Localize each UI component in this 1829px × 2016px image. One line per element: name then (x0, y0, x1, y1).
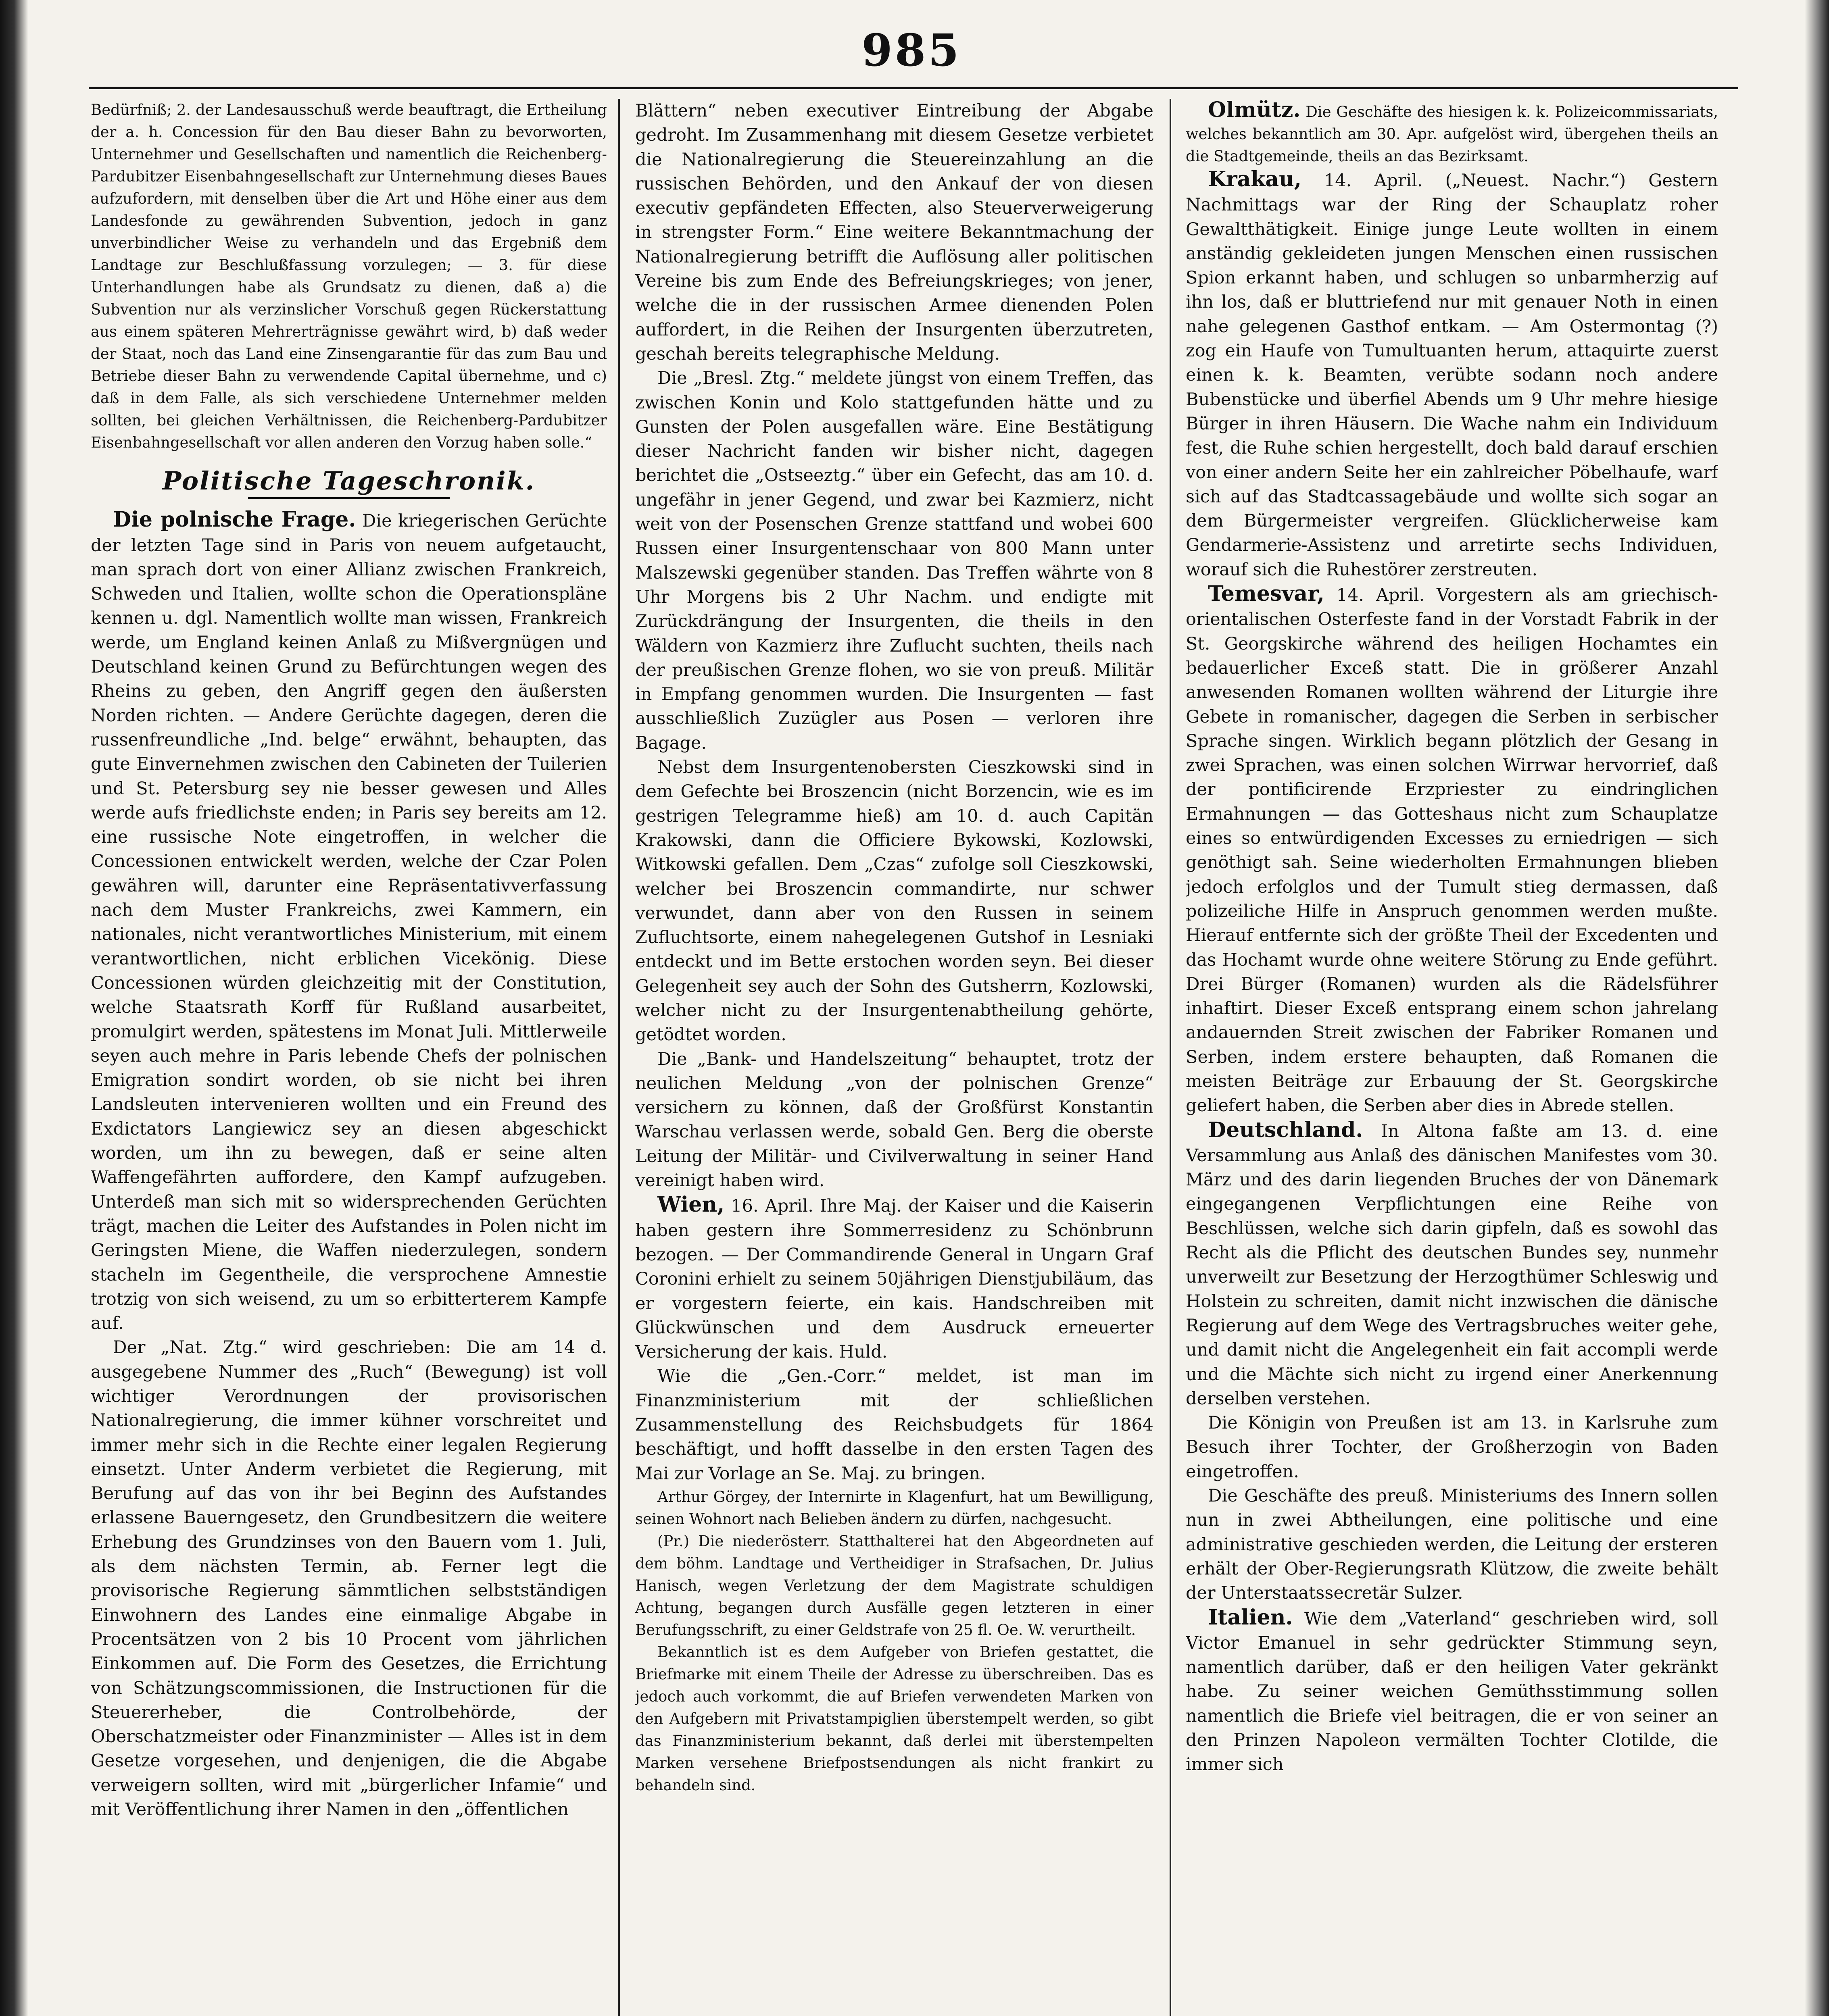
article-olmuetz (1186, 99, 1718, 167)
polish-question-text: Die kriegerischen Gerüchte der letzten Tage sind in Paris von neuem aufgetaucht, man sprach dort von einer Allianz zwischen Frankreich, Schweden und Italien, wollte schon die Operationspläne kennen u. dgl. Namentlich wollte man wissen, Frankreich werde, um England keinen Anlaß zu Mißvergnügen und Deutschland keinen Grund zu Befürchtungen wegen des Rheins zu geben, den Angriff gegen den äußersten Norden richten. — Andere Gerüchte dagegen, deren die russenfreundliche „Ind. belge“ erwähnt, behaupten, das gute Einvernehmen zwischen den Cabineten der Tuilerien und St. Petersburg sey nie besser gewesen und Alles werde aufs friedlichste enden; in Paris sey bereits am 12. eine russische Note eingetroffen, in welcher die Concessionen entwickelt werden, welche der Czar Polen gewähren will, darunter eine Repräsentativverfassung nach dem Muster Frankreichs, zwei Kammern, ein nationales, nicht verantwortliches Ministerium, mit einem verantwortlichen, nicht erblichen Vicekönig. Diese Concessionen würden gleichzeitig mit der Constitution, welche Staatsrath Korff für Rußland ausarbeitet, promulgirt werden, spätestens im Monat Juli. Mittlerweile seyen auch mehre in Paris lebende Chefs der polnischen Emigration sondirt worden, ob sie nicht bei ihren Landsleuten intervenieren wollten und ein Freund des Exdictators Langiewicz sey an diesen abgeschickt worden, um ihn zu bewegen, daß er seine alten Waffengefährten auffordere, den Kampf aufzugeben. Unterdeß man sich mit so widersprechenden Gerüchten trägt, machen die Leiter des Aufstandes in Polen nicht im Geringsten Miene, die Waffen niederzulegen, sondern stacheln im Gegentheile, die versprochene Amnestie trotzig von sich weisend, zu um so erbitterterem Kampfe auf. (91, 511, 607, 1334)
column-1 (91, 99, 607, 2016)
article-statthalterei: (Pr.) Die niederösterr. Statthalterei hat den Abgeordneten auf dem böhm. Landtage und Vertheidiger in Strafsachen, Dr. Julius Hanisch, wegen Verletzung der dem Magistrate schuldigen Achtung, begangen durch Ausfälle gegen letzteren in einer Berufungsschrift, zu einer Geldstrafe von 25 fl. Oe. W. verurtheilt. (635, 1532, 1153, 1639)
column-2 (635, 99, 1153, 2016)
scan-edge-right (1805, 0, 1829, 2016)
page-number: 985 (861, 24, 961, 76)
wien-lead: Wien, (657, 1192, 725, 1217)
article-continuation: Blättern“ neben executiver Eintreibung der Abgabe gedroht. Im Zusammenhang mit diesem Gesetze verbietet die Nationalregierung die Steuereinzahlung an die russischen Behörden, und den Ankauf der von diesen executiv gepfändeten Effecten, also Steuerverweigerung in strengster Form.“ Eine weitere Bekanntmachung der Nationalregierung betrifft die Auflösung aller politischen Vereine bis zum Ende des Befreiungskrieges; von jener, welche die in der russischen Armee dienenden Polen auffordert, in die Reihen der Insurgenten überzutreten, geschah bereits telegraphische Meldung. (635, 101, 1153, 364)
article-bank-zeitung: Die „Bank- und Handelszeitung“ behauptet, trotz der neulichen Meldung „von der polnischen Grenze“ versichern zu können, daß der Großfürst Konstantin Warschau verlassen werde, sobald Gen. Berg die oberste Leitung der Militär- und Civilverwaltung in seiner Hand vereinigt haben wird. (635, 1049, 1153, 1191)
section-title: Politische Tageschronik. (162, 466, 536, 496)
italien-text: Wie dem „Vaterland“ geschrieben wird, soll Victor Emanuel in sehr gedrückter Stimmung seyn, namentlich darüber, daß er den heiligen Vater gekränkt habe. Zu seiner weichen Gemüthsstimmung sollen namentlich die Briefe viel beitragen, die er von seiner an den Prinzen Napoleon vermälten Tochter Clotilde, die immer sich (1186, 1608, 1718, 1775)
olmuetz-text: Die Geschäfte des hiesigen k. k. Polizeicommissariats, welches bekanntlich am 30. Apr. aufgelöst wird, übergehen theils an die Stadtgemeinde, theils an das Bezirksamt. (1186, 103, 1718, 165)
article-deutschland (1186, 1118, 1718, 1411)
article-briefmarke: Bekanntlich ist es dem Aufgeber von Briefen gestattet, die Briefmarke mit einem Theile der Adresse zu überschreiben. Das es jedoch auch vorkommt, die auf Briefen verwendeten Marken von den Aufgebern mit Privatstampiglien überstempelt werden, so gibt das Finanzministerium bekannt, daß derlei mit überstempelten Marken versehene Briefpostsendungen als nicht frankirt zu behandeln sind. (635, 1643, 1153, 1794)
krakau-text: 14. April. („Neuest. Nachr.“) Gestern Nachmittags war der Ring der Schauplatz roher Gewaltthätigkeit. Einige junge Leute wollten in einem anständig gekleideten jungen Menschen einen russischen Spion erkannt haben, und schlugen so unbarmherzig auf ihn los, daß er bluttriefend nur mit genauer Noth in einen nahe gelegenen Gasthof entkam. — Am Ostermontag (?) zog ein Haufe von Tumultuanten herum, attaquirte zuerst einen k. k. Beamten, verübte sodann noch andere Bubenstücke und überfiel Abends um 9 Uhr mehre hiesige Bürger in ihren Häusern. Die Wache nahm ein Individuum fest, die Ruhe schien hergestellt, doch bald darauf erschien von einer andern Seite her ein zahlreicher Pöbelhaufe, warf sich auf das Stadtcassagebäude und wollte sich sogar an dem Bürgermeister vergreifen. Glücklicherweise kam Gendarmerie-Assistenz und arretirte sechs Individuen, worauf sich die Ruhestörer zerstreuten. (1186, 171, 1718, 580)
article-nat-ztg: Der „Nat. Ztg.“ wird geschrieben: Die am 14 d. ausgegebene Nummer des „Ruch“ (Bewegung) ist voll wichtiger Verordnungen der provisorischen Nationalregierung, die immer kühner vorschreitet und immer mehr sich in die Rechte einer legalen Regierung einsetzt. Unter Anderm verbietet die Regierung, mit Berufung auf das von ihr bei Beginn des Aufstandes erlassene Bauerngesetz, den Grundbesitzern die weitere Erhebung des Grundzinses von den Bauern vom 1. Juli, als dem nächsten Termin, ab. Ferner legt die provisorische Regierung sämmtlichen selbstständigen Einwohnern des Landes eine einmalige Abgabe in Procentsätzen von 2 bis 10 Procent vom jährlichen Einkommen auf. Die Form des Gesetzes, die Errichtung von Schätzungscommissionen, die Instructionen für die Steuererheber, die Controlbehörde, der Oberschatzmeister oder Finanzminister — Alles ist in dem Gesetze vorgesehen, und denjenigen, die die Abgabe verweigern sollten, wird mit „bürgerlicher Infamie“ und mit Veröffentlichung ihrer Namen in den „öffentlichen (91, 1337, 607, 1820)
scan-edge-left (0, 0, 28, 2016)
polish-question-lead: Die polnische Frage. (113, 507, 356, 532)
header-rule (89, 87, 1738, 89)
column-3 (1186, 99, 1718, 2016)
deutschland-text: In Altona faßte am 13. d. eine Versammlung aus Anlaß des dänischen Manifestes vom 30. März und des darin liegenden Bruches der von Dänemark eingegangenen Verpflichtungen eine Reihe von Beschlüssen, welche sich darin gipfeln, daß es sowohl das Recht als die Pflicht des deutschen Bundes sey, nunmehr unverweilt zur Besetzung der Herzogthümer Schleswig und Holstein zu schreiten, damit nicht inzwischen die dänische Regierung auf dem Wege des Vertragsbruches weiter gehe, und damit nicht die Angelegenheit ein fait accompli werde und die Mächte sich nicht zu irgend einer Anerkennung derselben verstehen. (1186, 1121, 1718, 1409)
italien-lead: Italien. (1208, 1605, 1293, 1630)
temesvar-text: 14. April. Vorgestern als am griechisch-orientalischen Osterfeste fand in der Vorstadt Fabrik in der St. Georgskirche während des heiligen Hochamtes ein bedauerlicher Exceß statt. Die in größerer Anzahl anwesenden Romanen wollten während der Liturgie ihre Gebete in romanischer, dagegen die Serben in serbischer Sprache singen. Wirklich begann plötzlich der Gesang in zwei Sprachen, was einen solchen Wirrwar hervorrief, daß der pontificirende Erzpriester zu eindringlichen Ermahnungen — das Gotteshaus nicht zum Schauplatze eines so entwürdigenden Excesses zu erniedrigen — sich genöthigt sah. Seine wiederholten Ermahnungen blieben jedoch erfolglos und der Tumult stieg dermassen, daß polizeiliche Hilfe in Anspruch genommen werden mußte. Hierauf entfernte sich der größte Theil der Excedenten und das Hochamt wurde ohne weitere Störung zu Ende geführt. Drei Bürger (Romanen) wurden als die Rädelsführer inhaftirt. Dieser Exceß entsprang einem schon jahrelang andauernden Streit zwischen der Fabriker Romanen und Serben, indem erstere behaupten, daß Romanen die meisten Beiträge zur Erbauung der St. Georgskirche geliefert haben, die Serben aber dies in Abrede stellen. (1186, 585, 1718, 1116)
krakau-lead: Krakau, (1208, 167, 1301, 192)
article-italien (1186, 1606, 1718, 1777)
wien-text: 16. April. Ihre Maj. der Kaiser und die Kaiserin haben gestern ihre Sommerresidenz zu Schönbrunn bezogen. — Der Commandirende General in Ungarn Graf Coronini erhielt zu seinem 50jährigen Dienstjubiläum, das er vorgestern feierte, ein kais. Handschreiben mit Glückwünschen und dem Ausdruck erneuerter Versicherung der kais. Huld. (635, 1196, 1153, 1362)
article-landtag-continuation: Bedürfniß; 2. der Landesausschuß werde beauftragt, die Ertheilung der a. h. Concession für den Bau dieser Bahn zu bevorworten, Unternehmer und Gesellschaften und namentlich die Reichenberg-Pardubitzer Eisenbahngesellschaft zur Unternehmung dieses Baues aufzufordern, mit denselben über die Art und Höhe einer aus dem Landesfonde zu gewährenden Subvention, jedoch in ganz unverbindlicher Weise zu verhandeln und das Ergebniß dem Landtage zur Beschlußfassung vorzulegen; — 3. für diese Unterhandlungen habe als Grundsatz zu dienen, daß a) die Subvention nur als verzinslicher Vorschuß gegen Rückerstattung aus einem späteren Mehrerträgnisse gewährt wird, b) daß weder der Staat, noch das Land eine Zinsengarantie für das zum Bau und Betriebe dieser Bahn zu verwendende Capital übernehme, und c) daß in dem Falle, als sich verschiedene Unternehmer melden sollten, bei gleichen Verhältnissen, die Reichenberg-Pardubitzer Eisenbahngesellschaft vor allen anderen den Vorzug haben solle.“ (91, 101, 607, 451)
article-gen-corr: Wie die „Gen.-Corr.“ meldet, ist man im Finanzministerium mit der schließlichen Zusammenstellung des Reichsbudgets für 1864 beschäftigt, und hofft dasselbe in den ersten Tagen des Mai zur Vorlage an Se. Maj. zu bringen. (635, 1366, 1153, 1484)
article-cieszkowski: Nebst dem Insurgentenobersten Cieszkowski sind in dem Gefechte bei Broszencin (nicht Borzencin, wie es im gestrigen Telegramme hieß) am 10. d. auch Capitän Krakowski, dann die Officiere Bykowski, Kozlowski, Witkowski gefallen. Dem „Czas“ zufolge soll Cieszkowski, welcher bei Broszencin commandirte, nur schwer verwundet, dann aber von den Russen in seinem Zufluchtsorte, einem nahegelegenen Gutshof in Lesniaki entdeckt und im Bette erstochen worden seyn. Bei dieser Gelegenheit sey auch der Sohn des Gutsherrn, Kozlowski, welcher nicht zu der Insurgentenabtheilung gehörte, getödtet worden. (635, 757, 1153, 1045)
article-ministerium: Die Geschäfte des preuß. Ministeriums des Innern sollen nun in zwei Abtheilungen, eine politische und eine administrative geschieden werden, die Leitung der ersteren erhält der Ober-Regierungsrath Klützow, die zweite behält der Unterstaatssecretär Sulzer. (1186, 1486, 1718, 1604)
article-krakau (1186, 167, 1718, 582)
article-bresl-ztg: Die „Bresl. Ztg.“ meldete jüngst von einem Treffen, das zwischen Konin und Kolo stattgefunden hätte und zu Gunsten der Polen ausgefallen wäre. Eine Bestätigung dieser Nachricht fanden wir bisher nicht, dagegen berichtet die „Ostseeztg.“ über ein Gefecht, das am 10. d. ungefähr in jener Gegend, und zwar bei Kazmierz, nicht weit von der Posenschen Grenze stattfand und wobei 600 Russen einer Insurgentenschaar von 800 Mann unter Malszewski gegenüber standen. Das Treffen währte von 8 Uhr Morgens bis 2 Uhr Nachm. und endigte mit Zurückdrängung der Insurgenten, die theils in den Wäldern von Kazmierz ihre Zuflucht suchten, theils nach der preußischen Grenze flohen, wo sie von preuß. Militär in Empfang genommen wurden. Die Insurgenten — fast ausschließlich Zuzügler aus Posen — verloren ihre Bagage. (635, 368, 1153, 753)
column-rule-1 (618, 99, 620, 2016)
article-koenigin: Die Königin von Preußen ist am 13. in Karlsruhe zum Besuch ihrer Tochter, der Großherzogin von Baden eingetroffen. (1186, 1413, 1718, 1482)
article-goergey: Arthur Görgey, der Internirte in Klagenfurt, hat um Bewilligung, seinen Wohnort nach Belieben ändern zu dürfen, nachgesucht. (635, 1488, 1153, 1528)
temesvar-lead: Temesvar, (1208, 581, 1324, 606)
article-temesvar (1186, 582, 1718, 1118)
article-polish-question (91, 508, 607, 1335)
column-rule-2 (1170, 99, 1171, 2016)
olmuetz-lead: Olmütz. (1208, 99, 1301, 122)
article-wien (635, 1193, 1153, 1364)
deutschland-lead: Deutschland. (1208, 1117, 1363, 1142)
section-title-rule (248, 497, 450, 499)
